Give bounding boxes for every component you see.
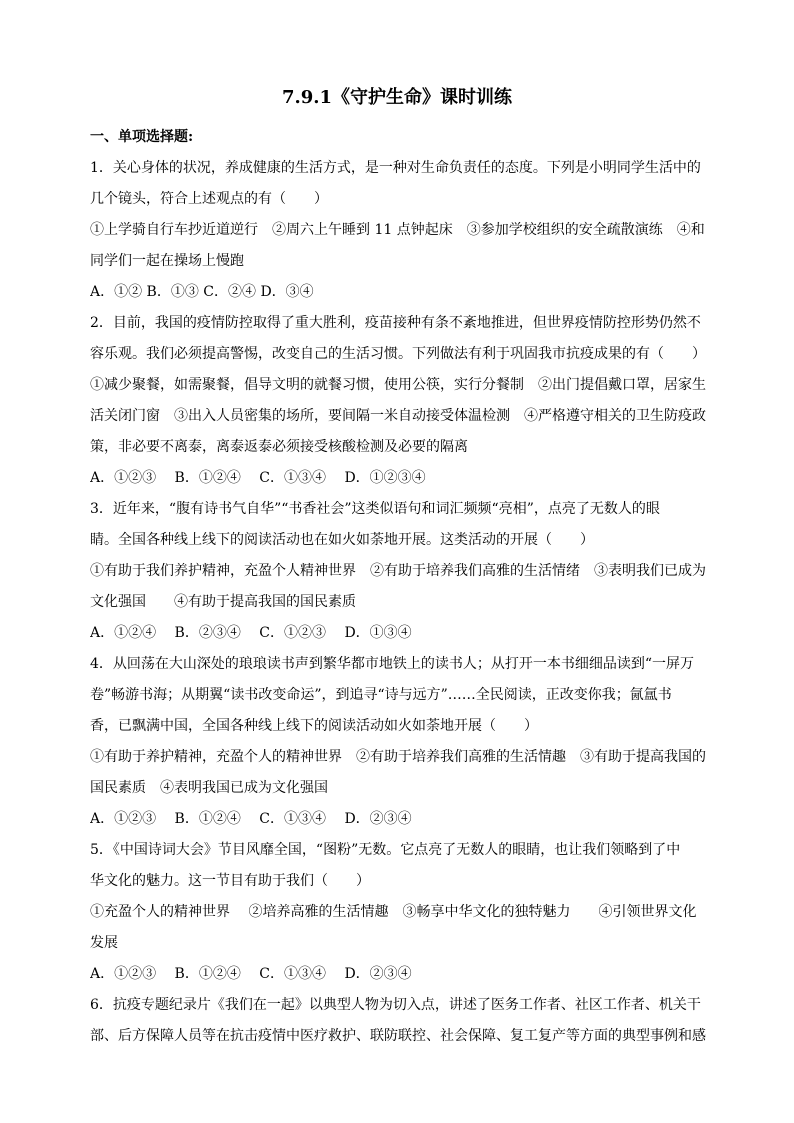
question-5-line-2: 华文化的魅力。这一节目有助于我们（ ） <box>90 873 370 889</box>
question-1-statements-line-1: ①上学骑自行车抄近道逆行 ②周六上午睡到 11 点钟起床 ③参加学校组织的安全疏散演练 ④和 <box>90 222 705 238</box>
question-6-line-2: 部、后方保障人员等在抗击疫情中医疗救护、联防联控、社会保障、复工复产等方面的典型事例和感 <box>90 1028 706 1044</box>
document-title: 7.9.1《守护生命》课时训练 <box>281 87 513 108</box>
question-4-line-2: 卷”畅游书海；从期翼“读书改变命运”，到追寻“诗与远方”……全民阅读，正改变你我；氤氲书 <box>90 687 672 703</box>
question-2-statements-line-1: ①减少聚餐，如需聚餐，倡导文明的就餐习惯，使用公筷，实行分餐制 ②出门提倡戴口罩，居家生 <box>90 377 706 393</box>
question-3-line-1: 3．近年来，“腹有诗书气自华”“书香社会”这类似语句和词汇频频“亮相”，点亮了无数人的眼 <box>90 501 660 517</box>
question-1-options: A．①② B．①③ C．②④ D．③④ <box>90 284 314 300</box>
question-1-statements-line-2: 同学们一起在操场上慢跑 <box>90 253 244 269</box>
question-2-options: A．①②③ B．①②④ C．①③④ D．①②③④ <box>90 470 426 486</box>
question-5-statements-line-1: ①充盈个人的精神世界 ②培养高雅的生活情趣 ③畅享中华文化的独特魅力 ④引领世界文化 <box>90 904 697 920</box>
question-4-options: A．①②③ B．①②④ C．①③④ D．②③④ <box>90 811 412 827</box>
section-heading: 一、单项选择题: <box>90 129 194 145</box>
document-content <box>90 122 710 1052</box>
question-4-statements-line-2: 国民素质 ④表明我国已成为文化强国 <box>90 780 328 796</box>
question-3-statements-line-1: ①有助于我们养护精神，充盈个人精神世界 ②有助于培养我们高雅的生活情绪 ③表明我们已成为 <box>90 563 706 579</box>
question-5-statements-line-2: 发展 <box>90 935 118 951</box>
question-2-line-2: 容乐观。我们必须提高警惕，改变自己的生活习惯。下列做法有利于巩固我市抗疫成果的有（ ） <box>90 346 706 362</box>
question-6-line-1: 6．抗疫专题纪录片《我们在一起》以典型人物为切入点，讲述了医务工作者、社区工作者、机关干 <box>90 997 701 1013</box>
question-3-options: A．①②④ B．②③④ C．①②③ D．①③④ <box>90 625 412 641</box>
question-2-line-1: 2．目前，我国的疫情防控取得了重大胜利，疫苗接种有条不紊地推进，但世界疫情防控形势仍然不 <box>90 315 701 331</box>
question-3-line-2: 睛。全国各种线上线下的阅读活动也在如火如荼地开展。这类活动的开展（ ） <box>90 532 594 548</box>
question-5-options: A．①②③ B．①②④ C．①③④ D．②③④ <box>90 966 412 982</box>
question-3-statements-line-2: 文化强国 ④有助于提高我国的国民素质 <box>90 594 356 610</box>
question-1-line-2: 几个镜头，符合上述观点的有（ ） <box>90 191 328 207</box>
question-2-statements-line-3: 策，非必要不离泰，离泰返泰必须接受核酸检测及必要的隔离 <box>90 439 468 455</box>
question-4-statements-line-1: ①有助于养护精神，充盈个人的精神世界 ②有助于培养我们高雅的生活情趣 ③有助于提高我国的 <box>90 749 706 765</box>
question-1-line-1: 1．关心身体的状况，养成健康的生活方式，是一种对生命负责任的态度。下列是小明同学生活中的 <box>90 160 701 176</box>
question-4-line-3: 香，已飘满中国，全国各种线上线下的阅读活动如火如荼地开展（ ） <box>90 718 538 734</box>
question-4-line-1: 4．从回荡在大山深处的琅琅读书声到繁华都市地铁上的读书人；从打开一本书细细品读到“一屏万 <box>90 656 695 672</box>
question-2-statements-line-2: 活关闭门窗 ③出入人员密集的场所，要间隔一米自动接受体温检测 ④严格遵守相关的卫生防疫政 <box>90 408 706 424</box>
question-5-line-1: 5．《中国诗词大会》节目风靡全国，“图粉”无数。它点亮了无数人的眼睛，也让我们领略到了中 <box>90 842 681 858</box>
